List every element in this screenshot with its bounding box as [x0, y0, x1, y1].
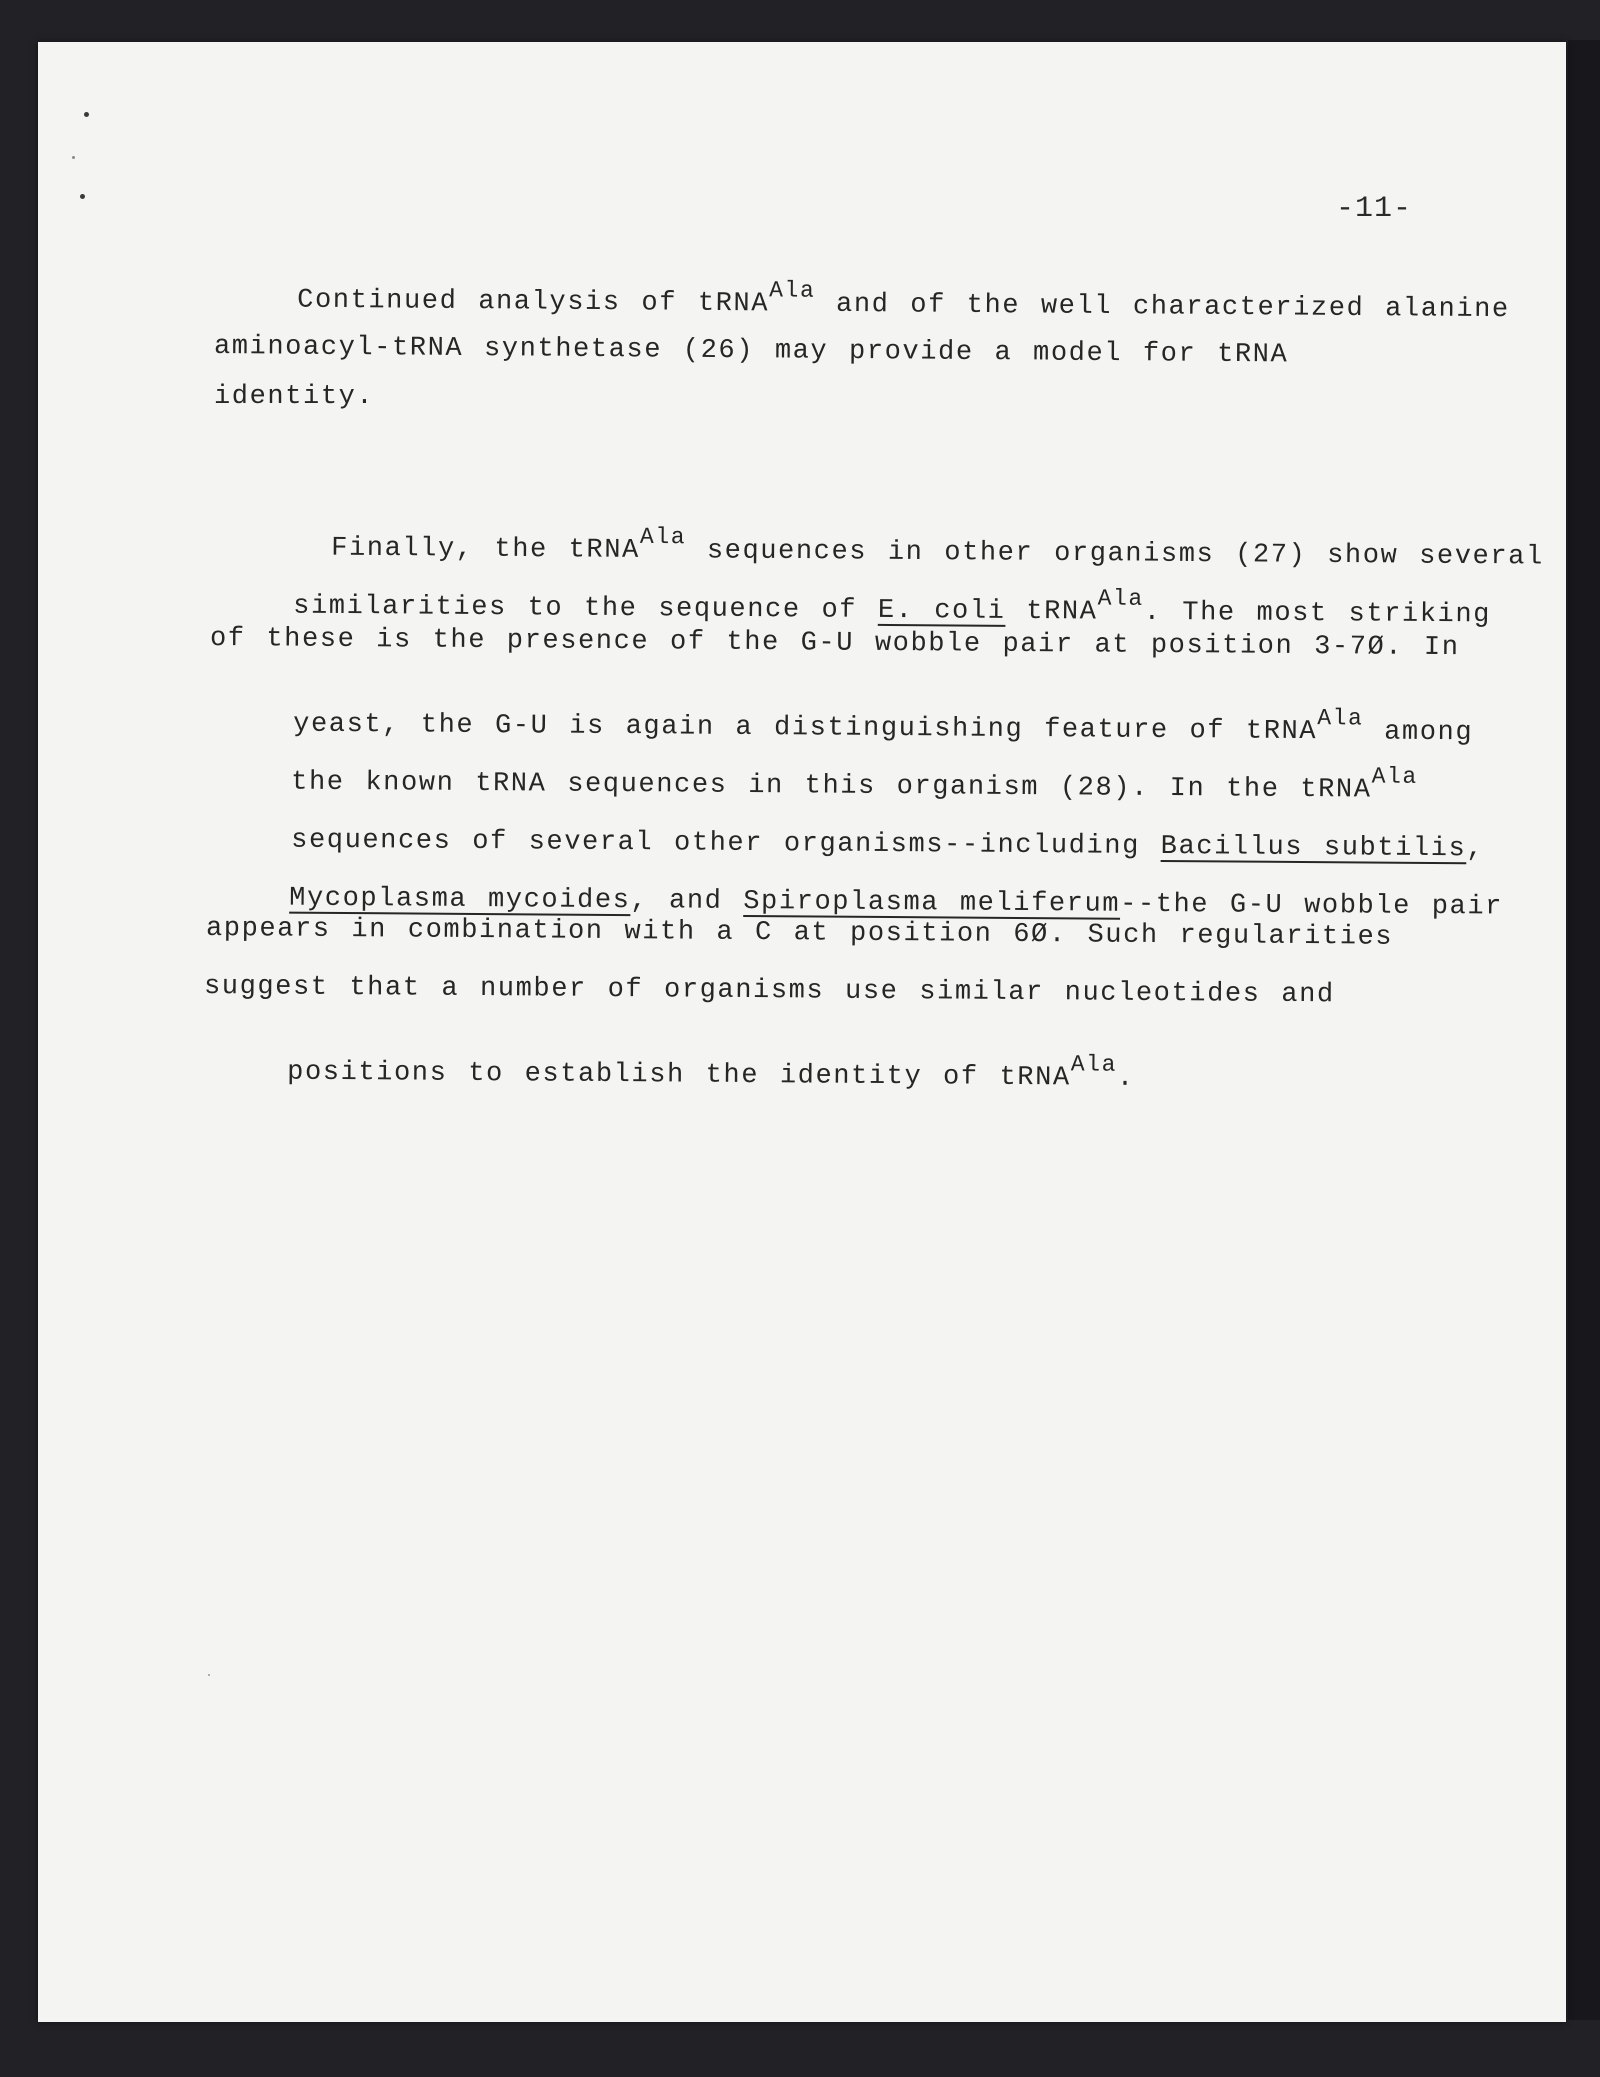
text-segment: sequences of several other organisms--including: [291, 825, 1161, 862]
text-segment: positions to establish the identity of tRNA: [287, 1057, 1071, 1094]
superscript: Ala: [1371, 763, 1418, 790]
margin-speck: [84, 112, 89, 117]
underlined-species-name: E. coli: [877, 595, 1006, 627]
text-segment: Continued analysis of tRNA: [297, 285, 770, 320]
text-segment: among: [1363, 717, 1474, 749]
scan-background-edge: [1568, 40, 1600, 2020]
underlined-species-name: Spiroplasma meliferum: [743, 886, 1121, 920]
page-speck: [208, 1674, 210, 1676]
superscript: Ala: [1070, 1051, 1118, 1078]
superscript: Ala: [769, 277, 816, 304]
text-segment: similarities to the sequence of: [293, 591, 879, 626]
text-segment: .: [1116, 1063, 1135, 1094]
text-segment: the known tRNA sequences in this organism (28). In the tRNA: [291, 767, 1372, 806]
underlined-species-name: Bacillus subtilis: [1160, 831, 1467, 865]
text-segment: sequences in other organisms (27) show several: [685, 536, 1544, 573]
paragraph-1-line-2: aminoacyl-tRNA synthetase (26) may provide a model for tRNA: [213, 332, 1289, 371]
underlined-species-name: Mycoplasma mycoides: [289, 883, 631, 917]
text-segment: , and: [630, 886, 744, 917]
text-segment: and of the well characterized alanine: [815, 289, 1510, 326]
superscript: Ala: [1317, 705, 1364, 732]
text-segment: tRNA: [1005, 596, 1098, 628]
page-number: -11-: [1336, 192, 1413, 226]
text-segment: . The most striking: [1143, 597, 1492, 631]
text-segment: yeast, the G-U is again a distinguishing feature of tRNA: [293, 709, 1318, 748]
paragraph-2-line-8: appears in combination with a C at position 6Ø. Such regularities: [205, 914, 1394, 953]
text-segment: Finally, the tRNA: [331, 533, 640, 566]
margin-speck: [72, 156, 75, 159]
text-segment: ,: [1466, 834, 1485, 865]
paragraph-1-line-3: identity.: [214, 382, 375, 412]
margin-speck: [80, 194, 85, 199]
paragraph-2-line-9: suggest that a number of organisms use similar nucleotides and: [203, 972, 1335, 1011]
paragraph-2-line-10: [204, 1032, 1135, 1120]
text-segment: --the G-U wobble pair: [1120, 889, 1504, 923]
superscript: Ala: [1097, 585, 1144, 612]
document-page: [38, 42, 1566, 2022]
superscript: Ala: [639, 523, 687, 551]
paragraph-2-line-3: of these is the presence of the G-U wobble pair at position 3-7Ø. In: [209, 624, 1460, 664]
